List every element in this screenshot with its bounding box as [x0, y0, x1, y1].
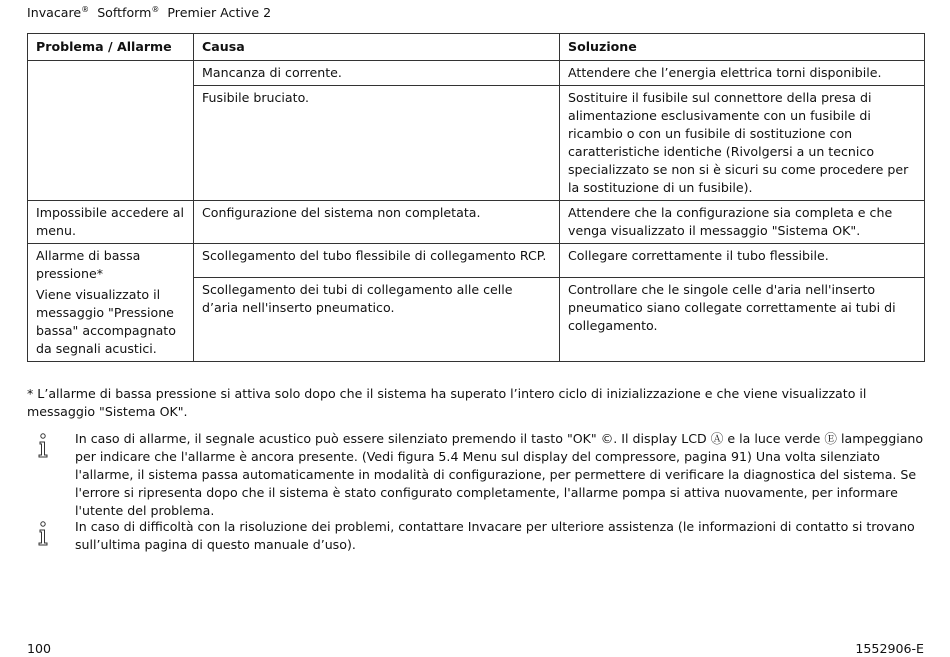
cause-cell: Fusibile bruciato. [194, 86, 560, 201]
solution-cell: Controllare che le singole celle d'aria nell'inserto pneumatico siano collegate correttamente ai tubi di collegamento. [560, 278, 925, 362]
problem-description: Viene visualizzato il messaggio "Pressione bassa" accompagnato da segnali acustici. [36, 287, 176, 356]
table-header-row [28, 34, 925, 61]
cause-cell: Configurazione del sistema non completata. [194, 201, 560, 244]
solution-cell: Attendere che l’energia elettrica torni disponibile. [560, 61, 925, 86]
product-name: Softform [97, 5, 152, 20]
info-icon [36, 433, 50, 459]
document-code: 1552906-E [855, 641, 924, 656]
brand-name: Invacare [27, 5, 82, 20]
cause-cell: Scollegamento del tubo flessibile di collegamento RCP. [194, 244, 560, 278]
solution-cell: Attendere che la configurazione sia completa e che venga visualizzato il messaggio "Sistema OK". [560, 201, 925, 244]
problem-cell [28, 244, 194, 362]
table-row [28, 201, 925, 244]
problem-cell [28, 61, 194, 201]
problem-title: Allarme di bassa pressione* [36, 248, 141, 281]
solution-cell: Collegare correttamente il tubo flessibile. [560, 244, 925, 278]
running-header [27, 5, 271, 20]
column-header-cause: Causa [194, 34, 560, 61]
problem-cell: Impossibile accedere al menu. [28, 201, 194, 244]
column-header-problem: Problema / Allarme [28, 34, 194, 61]
table-row [28, 244, 925, 278]
note-text: In caso di allarme, il segnale acustico può essere silenziato premendo il tasto "OK" ©. Il display LCD Ⓐ e la luce verde Ⓔ lampeggiano per indicare che l'allarme è ancora presente. (Vedi figura 5.4 Menu sul display del compressore, pagina 91) Una volta silenziato l'allarme, il sistema passa automaticamente in modalità di configurazione, per permettere di verificare la diagnostica del sistema. Se l'errore si ripresenta dopo che il sistema è stato configurato completamente, l'allarme pompa si attiva nuovamente, per informare l'utente del problema. [75, 431, 924, 518]
cause-cell: Mancanza di corrente. [194, 61, 560, 86]
column-header-solution: Soluzione [560, 34, 925, 61]
table-row [28, 61, 925, 86]
note-text: In caso di difficoltà con la risoluzione dei problemi, contattare Invacare per ulteriore assistenza (le informazioni di contatto si trovano sull’ultima pagina di questo manuale d’uso). [75, 519, 915, 552]
registered-mark: ® [81, 4, 90, 14]
page-number: 100 [27, 641, 52, 656]
registered-mark: ® [151, 4, 160, 14]
solution-cell: Sostituire il fusibile sul connettore della presa di alimentazione esclusivamente con un fusibile di ricambio o con un fusibile di sostituzione con caratteristiche identiche (Rivolgersi a un tecnico specializzato se non si è sicuri su come procedere per la sostituzione di un fusibile). [560, 86, 925, 201]
troubleshooting-table [27, 33, 925, 362]
footnote: * L’allarme di bassa pressione si attiva solo dopo che il sistema ha superato l’intero ciclo di inizializzazione e che viene visualizzato il messaggio "Sistema OK". [27, 386, 867, 419]
info-icon [36, 521, 50, 547]
model-name: Premier Active 2 [167, 5, 272, 20]
cause-cell: Scollegamento dei tubi di collegamento alle celle d’aria nell'inserto pneumatico. [194, 278, 560, 362]
